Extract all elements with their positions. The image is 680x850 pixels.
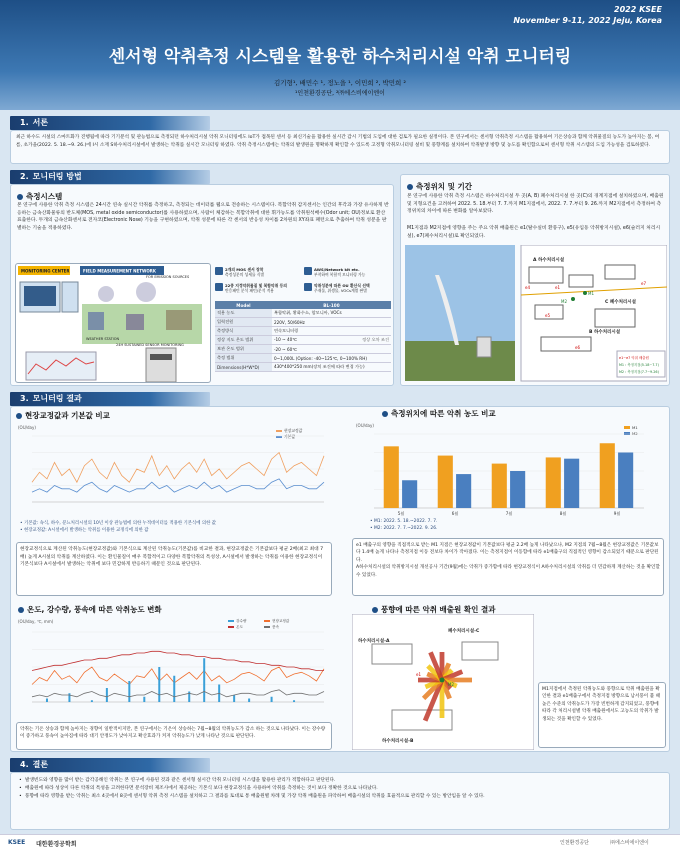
dashboard-panel [26, 352, 96, 380]
footer-society: 대한환경공학회 [36, 841, 77, 848]
series-line [32, 667, 324, 685]
p3-unit: (OU/day, ℃, mm) [18, 619, 54, 624]
location-heading: 측정위치 및 기간 [407, 181, 472, 192]
map-label-a: A 하수처리시설 [533, 258, 565, 263]
feature-item: 악취성분에 따른 OU 환산식 선택 주재물, 위생물, VOCs계열 판별 [304, 283, 391, 297]
category-label: 6월 [451, 511, 459, 516]
p1-text: 현장교정식으로 계산된 악취농도(현장교정값)와 기본식으로 계산된 악취농도(기본값)를 비교한 결과, 현장교정값은 기본값보다 평균 2배(최고 최대 7배) 높게 A시설의 악취를 계산하였다. 이는 환인물질이 매우 복합적이고 다양한 복합악취의 특성상, A시설에서 발생하는 악취를 이용한 현장교정식이 기본식보다 A시설에서 발생하는 악취에 보다 민감하게 반응하기 때문인 것으로 판단된다. [16, 542, 332, 596]
sensor-label: 24H SUSTAINED SENSOR MONITORING [116, 343, 184, 347]
legend-label: M2 [632, 431, 638, 436]
bullet-icon [372, 607, 378, 613]
legend-label: 현장교정값 [284, 428, 303, 433]
chart2-plot [374, 434, 644, 516]
p3-text: 악취는 기온 상승과 함께 높아지는 경향이 일반적이지만, 본 연구에서는 기온이 상승하는 7월~8월의 악취농도가 감소 하는 것으로 나타났다. 이는 강수량이 증가하고 풍속이 높아짐에 따라 대기 안정도가 낮아지고 확산효과가 커져 악취농도가 낮게 나타난 것으로 판단된다. [16, 722, 332, 750]
bullet-icon [407, 184, 413, 190]
chart1-plot [32, 436, 324, 502]
weather-station-label: WEATHER STATION [86, 337, 120, 341]
poster-title: 센서형 악취측정 시스템을 활용한 하수처리시설 악취 모니터링 [108, 47, 572, 67]
map-label-e6: e6 [575, 345, 581, 350]
series-line [32, 651, 324, 670]
wind-label-a: 하수처리시설-A [358, 639, 390, 644]
bullet-icon [17, 194, 23, 200]
wind-label-m2: M2 [448, 682, 454, 687]
chart-weather [16, 616, 332, 720]
site-images [405, 245, 667, 383]
rain-bar [143, 697, 145, 702]
bar [618, 453, 633, 509]
section-3-title: 3. 모니터링 결과 [10, 392, 210, 406]
category-label: 8월 [559, 511, 567, 516]
p2-note: • M2: 2022. 7. 7.~2022. 9. 26. [370, 526, 438, 531]
bar [438, 456, 453, 508]
device-display [150, 354, 172, 360]
wind-label-c: 폐수처리시설-C [448, 629, 480, 634]
formula-icon [304, 283, 312, 291]
p1-note: • 기본값: 속식, 하수, 분뇨처리시설의 10년 이상 관능법에 의한 누적데이터를 적용한 기본식에 의한 값 [20, 521, 217, 526]
p4-text: M1지점에서 측정된 악취농도와 풍향으로 악취 배출원을 확인한 결과 e1배출구에서 측정지점 방향으로 남서풍이 불 때 높은 수준의 악취농도가 가장 빈번하게 감지되었고, 풍향에 따라 각 처리시설별 악취 배출원에서도 고농도의 악취가 발생되는 것을 확인할 수 있었다. [538, 682, 666, 748]
phone-icon [62, 282, 78, 312]
series-line [32, 690, 324, 697]
cloud-icon-2 [136, 282, 156, 302]
footer-org2: ㈜에스비에이엔이 [610, 840, 649, 846]
p2-notes [370, 518, 660, 532]
legend-swatch [624, 426, 630, 429]
p1-unit: (OU/day) [18, 425, 36, 430]
cloud-icon [98, 286, 114, 302]
p4-heading: 풍향에 따른 악취 배출원 확인 결과 [372, 604, 496, 615]
legend-swatch [624, 432, 630, 435]
network-icon [304, 267, 312, 275]
bar [384, 446, 399, 508]
event-name: 2022 KSEE [614, 5, 662, 14]
legend-label: 온도 [236, 625, 243, 629]
network-diagram-svg [16, 264, 211, 383]
map-label-b: B 하수처리시설 [589, 330, 621, 335]
wind-label-b: 하수처리시설-B [382, 739, 414, 744]
center-label: MONITORING CENTER [21, 268, 70, 274]
p2-note: • M1: 2022. 5. 18.~2022. 7. 7. [370, 519, 438, 524]
section-2-title: 2. 모니터링 방법 [10, 170, 210, 184]
map-label-m2: M2 [561, 299, 567, 304]
feature-item: AWS/Network kit etc. 부착하여 복합적 모니터링 가능 [304, 267, 391, 281]
map-legend-1: e1~e7 악취 배출원 [619, 356, 649, 360]
rain-bar [293, 700, 295, 702]
p1-heading: 현장교정값과 기본값 비교 [16, 410, 110, 421]
location-text-2: M1지점과 M2지점에 영향을 주는 주요 악취 배출원은 e1(탈수실비 환풍구), e5(유입동 악취방지시설), e6(슬러지 처리시설), e7(폐수처리시설)로 확인되었다. [407, 226, 661, 239]
bar [600, 443, 615, 508]
map-legend-3: M2 : 측정지점(7.7~9.26) [619, 370, 659, 374]
rain-bar [46, 699, 48, 703]
bullet-icon [16, 413, 22, 419]
legend-swatch [264, 626, 270, 628]
p1-notes [20, 520, 330, 534]
section-1-title: 1. 서론 [10, 116, 210, 130]
authors: 김기형¹, 배민수 ¹, 정노을 ¹, 이민희 ², 박민희 ² [273, 79, 406, 87]
footer-brand: KSEE [8, 839, 26, 846]
monitor-display [24, 286, 56, 306]
p2-heading: 측정위치에 따른 악취 농도 비교 [382, 408, 496, 419]
rain-bar [128, 681, 130, 702]
legend-swatch [228, 626, 234, 628]
factory-icon [166, 310, 192, 330]
series-line [32, 453, 324, 483]
legend-label: M1 [632, 425, 638, 430]
event-info [513, 4, 662, 26]
map-label-e7: e7 [641, 281, 647, 286]
m1-marker-icon [583, 291, 587, 295]
conclusion-list [10, 772, 670, 830]
p1-note: • 현장교정값: A시설에서 발생하는 악취를 이용한 교정식에 의한 값 [20, 528, 149, 533]
p2-text: e1 배출구의 영향을 직접적으로 받는 M1 지점은 현장교정값이 기본값보다 평균 2.2배 높게 나타났으나, M2 지점의 7월~8월은 현장교정값은 기본값보다 1.4배 높게 나타나 측정지점 이동 전보다 차이가 작아졌다. 이는 측정지점이 이동함에 따라 e1배출구의 직접적인 영향이 감소되었기 때문으로 판단된다. A하수처리시설의 악취방지시설 개선공사 기간(9월)에는 악취가 증가함에 따라 현장교정식이 A하수처리시설의 악취를 더 민감하게 계산하는 것을 확인할 수 있었다. [352, 538, 664, 596]
legend-label: 현장교정값 [272, 619, 290, 623]
footer [0, 834, 680, 850]
measurement-system-panel [10, 184, 394, 386]
rain-bar [271, 697, 273, 702]
conclusion-item: • 풍향에 따라 영향을 받는 악취는 최소 4곳에서 8곳에 센서형 악취 측정 시스템을 설치하고 그 결과를 토대로 통 배출원별 차례 및 가장 악취 배출원을 파악하여 배출시설의 악취를 효율적으로 관리할 수 있는 방안임을 알 수 있다. [19, 793, 661, 801]
weather-station-icon [88, 312, 104, 330]
event-dates: November 9-11, 2022 Jeju, Korea [513, 16, 662, 25]
rain-bar [158, 667, 160, 702]
affiliation: ¹인천환경공단, ²㈜에스비에이엔이 [295, 90, 385, 97]
chart3-plot [32, 632, 324, 702]
legend-label: 풍속 [272, 625, 279, 629]
spec-note: 정상 오차 조건 [362, 337, 389, 342]
rain-bar [68, 693, 70, 702]
map-label-e5: e5 [545, 313, 551, 318]
spec-table: Model BL-100 적용 농도 복합악취, 황화수소, 암모니아, VOCs 입력전원 220V, 50/60Hz 측정방식 연속모니터링 정상 지도 온도 범위 -10 ~ 40℃ 정상 오차 조건 보관 온도 범위 -20 ~ 60℃ 측정 범위 0~1,000L (Option: -40~125℃, 0~100% RH) Dimensions(H*W*D) 430*400*250 mm(장치 조건에 따라 변경 가능) [217, 302, 389, 370]
emission-label: FOR EMISSION SOURCES [146, 275, 190, 279]
section-4-title: 4. 결론 [10, 758, 210, 772]
legend-label: 기본값 [284, 434, 296, 439]
chart-location [352, 420, 664, 526]
p3-heading: 온도, 강수량, 풍속에 따른 악취농도 변화 [18, 604, 162, 615]
legend-swatch [264, 620, 270, 622]
sensor-unit-icon [126, 314, 144, 330]
bullet-icon [18, 607, 24, 613]
feature-item: 22종 지정악취물질 및 복합악취 등의 반응패턴 분석 패턴/분석 적용 [215, 283, 302, 297]
field-label: FIELD MEASUREMENT NETWORK [83, 268, 156, 274]
feature-grid [215, 267, 391, 297]
rain-bar [106, 688, 108, 702]
feature-item: 2개의 MOS 센서 장착 측정성분의 성세를 식별 [215, 267, 302, 281]
conclusion-item: • 발생빈도와 영향을 많이 받는 감각공해인 악취는 본 연구에 사용된 것과 같은 센서형 실시간 악취 모니터링 시스템을 활용한 관리가 적합하다고 판단된다. [19, 777, 661, 785]
bar [456, 474, 471, 508]
map-label-c: C 폐수처리시설 [605, 300, 636, 305]
conclusion-item: • 배출원에 따라 성상이 다른 악취의 특성을 고려한다면 분석장비 제조사에서 제공하는 기본식 보다 현장교정식을 사용하여 악취를 측정하는 것이 보다 정확한 것으로 나타났다. [19, 785, 661, 793]
category-label: 9월 [613, 511, 621, 516]
rain-bar [248, 699, 250, 703]
map-legend-2: M1 : 측정지점(5.18~7.7) [619, 363, 659, 367]
rain-bar [91, 700, 93, 702]
wind-label-e1: e1 [416, 672, 422, 677]
legend-swatch [276, 430, 282, 432]
measurement-system-heading: 측정시스템 [17, 191, 62, 202]
rain-bar [173, 676, 175, 702]
legend-swatch [276, 436, 282, 438]
wind-rose-map [352, 614, 534, 750]
rain-bar [233, 695, 235, 702]
network-diagram [15, 263, 211, 383]
footer-org1: 인천환경공단 [560, 840, 589, 846]
chart-calibration [16, 422, 332, 518]
measurement-system-text: 본 연구에 사용한 악취 측정 시스템은 24시간 연속 실시간 악취를 측정하고, 측정되는 데이터를 웹으로 전송하는 시스템이다. 복합악취 감지센서는 인간의 후각과 가장 유사하게 반응하는 금속산화물류의 반도체(MOS, metal oxide semiconductor)를 사용하였으며, 사람이 체감하는 복합악취에 대한 휘가능도를 악취원석배수(Odor unit; OU)정보로 환산 표출한다. 두개의 금속산화센서로 전자코(Electronic Nose) 기능을 구현하였으며, 악취 성분에 따른 각 센서의 반응성 차이를 2차원의 XY좌표 패턴으로 추출하여 악취 성분을 판별하는 기술을 적용하였다. [17, 203, 389, 231]
map-label-e1: e1 [555, 285, 561, 290]
bar [546, 457, 561, 508]
bar [564, 459, 579, 508]
category-label: 7월 [505, 511, 513, 516]
rain-bar [203, 658, 205, 702]
location-panel [400, 174, 670, 386]
odor-sensor-device [146, 348, 176, 382]
map-label-m1: M1 [588, 291, 594, 296]
intro-text: 최근 하수도 시설의 스마트화가 진행됨에 따라 기기분석 및 관능법으로 측정되던 하수처리시설 악취 모니터링에도 IoT가 접목된 센서 등 최신기술을 활용한 실시간 감시 기법의 도입에 대한 검토가 필요한 실정이다. 본 연구에서는 센서형 악취측정 시스템을 활용하여 기온상승과 함께 악취물질의 농도가 높아지는 봄, 여름, 초가을(2022. 5. 18.~9. 26.)에 I시 소재 S하수처리시설에서 발생하는 악취를 실시간 모니터링 하였다. 악취 측정시스템에는 악취의 발생원을 명확하게 확인할 수 있도록 고정형 악취모니터링 설비 및 풍향계를 설치하여 악취발생 방향 및 농도를 확인함으로써 센서형 악취 시스템의 도입 가능성을 검토하였다. [10, 130, 670, 164]
m2-marker-icon [571, 297, 575, 301]
legend-label: 강수량 [236, 619, 247, 623]
pattern-icon [215, 283, 223, 291]
p2-unit: (OU/day) [356, 423, 374, 428]
location-text: 본 연구에 사용한 악취 측정 시스템은 하수처리시설 두 곳(A, B) 폐수처리시설 한 곳(C)의 경계지점에 설치하였으며, 배출원 및 지형요건을 고려하여 2022. 5. 18.부터 7. 7.까지 M1지점에서, 2022. 7. 7.부터 9. 26.까지 M2지점에서 측정하여 측정위치의 차이에 따른 변화를 알아보았다. [407, 194, 664, 215]
map-label-e4: e4 [525, 285, 531, 290]
category-label: 5월 [397, 511, 405, 516]
site-sensor-box [477, 337, 491, 357]
bar [492, 464, 507, 508]
wind-rose-center [440, 678, 445, 683]
spec-table-wrap [215, 301, 391, 372]
site-photo-ground [405, 341, 515, 381]
chip-icon [215, 267, 223, 275]
legend-swatch [228, 620, 234, 622]
bar [402, 480, 417, 508]
bullet-icon [382, 411, 388, 417]
bar [510, 471, 525, 508]
